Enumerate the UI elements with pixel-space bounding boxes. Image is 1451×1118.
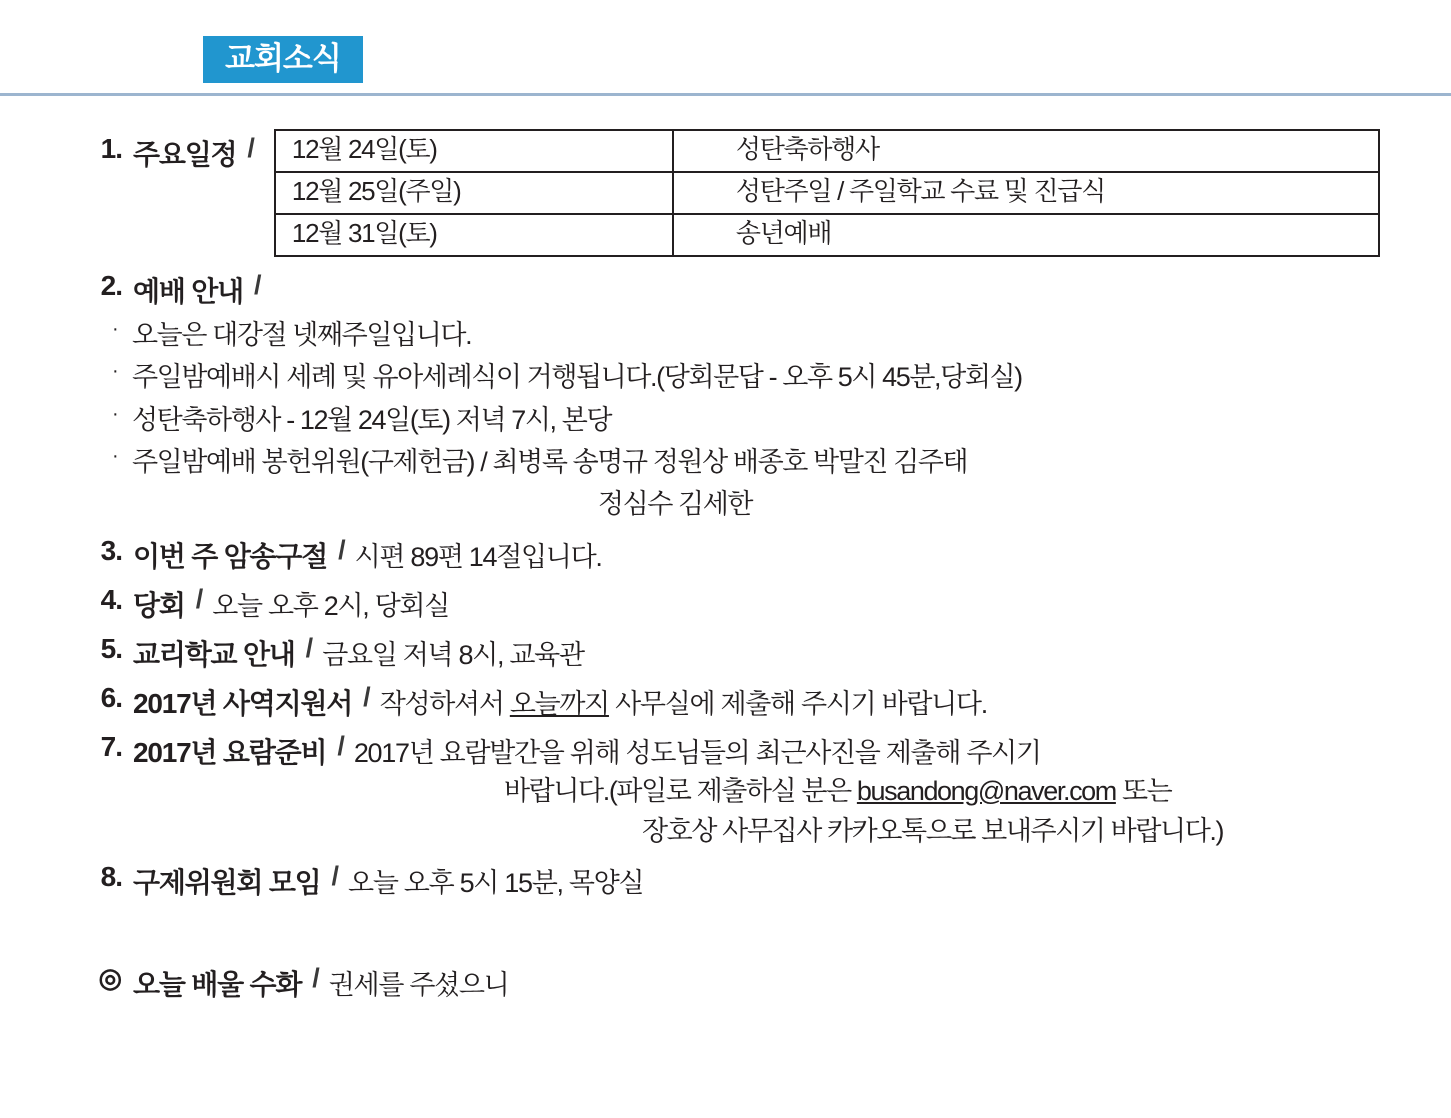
item-label: 구제위원회 모임 bbox=[133, 866, 321, 898]
item-value-post: 사무실에 제출해 주시기 바랍니다. bbox=[608, 688, 987, 719]
continuation-text-post: 또는 bbox=[1115, 775, 1172, 806]
list-item bbox=[80, 441, 1451, 483]
bullet-dot-icon: · bbox=[112, 318, 118, 341]
schedule-date: 12월 25일(주일) bbox=[275, 172, 673, 214]
item-separator: / bbox=[253, 270, 262, 301]
section-badge: 교회소식 bbox=[203, 36, 363, 83]
item-separator: / bbox=[337, 730, 345, 761]
item-value: 권세를 주셨으니 bbox=[328, 969, 509, 1000]
list-item-text: 성탄축하행사 - 12월 24일(토) 저녁 7시, 본당 bbox=[132, 404, 612, 435]
announcement-item-7 bbox=[0, 731, 1451, 852]
item-value-pre: 작성하셔서 bbox=[379, 688, 510, 719]
list-item-continuation: 정심수 김세한 bbox=[597, 488, 753, 519]
item-separator: / bbox=[305, 632, 314, 663]
schedule-desc: 성탄주일 / 주일학교 수료 및 진급식 bbox=[673, 172, 1379, 214]
announcement-item-5 bbox=[0, 633, 1451, 673]
item-value-emphasis: 오늘까지 bbox=[509, 688, 609, 719]
item-label: 교리학교 안내 bbox=[133, 638, 295, 670]
bullet-dot-icon: · bbox=[112, 402, 118, 425]
announcement-item-4 bbox=[0, 584, 1451, 624]
schedule-date: 12월 31일(토) bbox=[275, 214, 673, 256]
item-separator: / bbox=[247, 133, 255, 163]
item-value: 금요일 저녁 8시, 교육관 bbox=[322, 639, 584, 670]
announcement-item-8 bbox=[0, 861, 1451, 901]
list-item-text: 오늘은 대강절 넷째주일입니다. bbox=[132, 320, 472, 351]
item-label: 2017년 요람준비 bbox=[133, 736, 327, 768]
item-value: 2017년 요람발간을 위해 성도님들의 최근사진을 제출해 주시기 bbox=[353, 737, 1041, 768]
schedule-desc: 송년예배 bbox=[673, 214, 1379, 256]
bullet-dot-icon: · bbox=[112, 444, 118, 467]
list-item bbox=[80, 314, 1451, 356]
item-value: 오늘 오후 5시 15분, 목양실 bbox=[348, 867, 644, 898]
item-number: 6. bbox=[100, 681, 122, 713]
list-item-text: 주일밤예배 봉헌위원(구제헌금) / 최병록 송명규 정원상 배종호 박말진 김주태 bbox=[132, 446, 968, 477]
diamond-marker-icon: ◎ bbox=[98, 962, 122, 993]
item-value: 시편 89편 14절입니다. bbox=[354, 541, 602, 572]
item-number: 4. bbox=[100, 583, 122, 615]
item-separator: / bbox=[331, 860, 340, 891]
table-row bbox=[275, 130, 1379, 172]
table-row bbox=[275, 172, 1379, 214]
item-separator: / bbox=[312, 962, 320, 993]
list-item bbox=[80, 399, 1451, 441]
sign-language-item bbox=[0, 963, 1451, 1003]
item-label: 이번 주 암송구절 bbox=[133, 540, 328, 572]
list-item bbox=[80, 356, 1451, 398]
list-item-text: 주일밤예배시 세례 및 유아세례식이 거행됩니다.(당회문답 - 오후 5시 45분,당회실) bbox=[132, 362, 1022, 393]
table-row bbox=[275, 214, 1379, 256]
item-number: 1. bbox=[100, 133, 122, 164]
item-value bbox=[380, 682, 987, 721]
announcement-item-6 bbox=[0, 682, 1451, 722]
item-label: 2017년 사역지원서 bbox=[133, 687, 353, 719]
item-number: 3. bbox=[100, 534, 122, 566]
announcement-item-3 bbox=[0, 535, 1451, 575]
item-number: 7. bbox=[100, 730, 122, 762]
item-label: 주요일정 bbox=[133, 139, 237, 170]
item-separator: / bbox=[338, 534, 346, 565]
item-label: 당회 bbox=[133, 589, 185, 621]
item-value-continuation-1 bbox=[80, 771, 1451, 812]
item-separator: / bbox=[363, 681, 371, 712]
item-number: 8. bbox=[100, 860, 122, 892]
bullet-dot-icon: · bbox=[112, 360, 118, 383]
email-link[interactable]: busandong@naver.com bbox=[856, 775, 1116, 806]
item-number: 5. bbox=[100, 632, 122, 664]
item-label: 예배 안내 bbox=[133, 276, 243, 308]
item-value: 오늘 오후 2시, 당회실 bbox=[212, 590, 449, 621]
item-value-continuation-2: 장호상 사무집사 카카오톡으로 보내주시기 바랍니다.) bbox=[642, 816, 1224, 847]
announcement-item-1 bbox=[0, 133, 1451, 257]
schedule-desc: 성탄축하행사 bbox=[673, 130, 1379, 172]
item-number: 2. bbox=[100, 270, 122, 302]
header-divider bbox=[0, 93, 1451, 96]
page-header bbox=[0, 0, 1451, 96]
continuation-text-pre: 바랍니다.(파일로 제출하실 분은 bbox=[504, 775, 857, 806]
schedule-table bbox=[274, 129, 1380, 257]
schedule-date: 12월 24일(토) bbox=[275, 130, 673, 172]
item-label: 오늘 배울 수화 bbox=[133, 968, 302, 1000]
announcements-body bbox=[0, 133, 1451, 1003]
item-separator: / bbox=[195, 583, 204, 614]
announcement-item-2 bbox=[0, 270, 1451, 525]
worship-notes-list bbox=[80, 314, 1451, 525]
